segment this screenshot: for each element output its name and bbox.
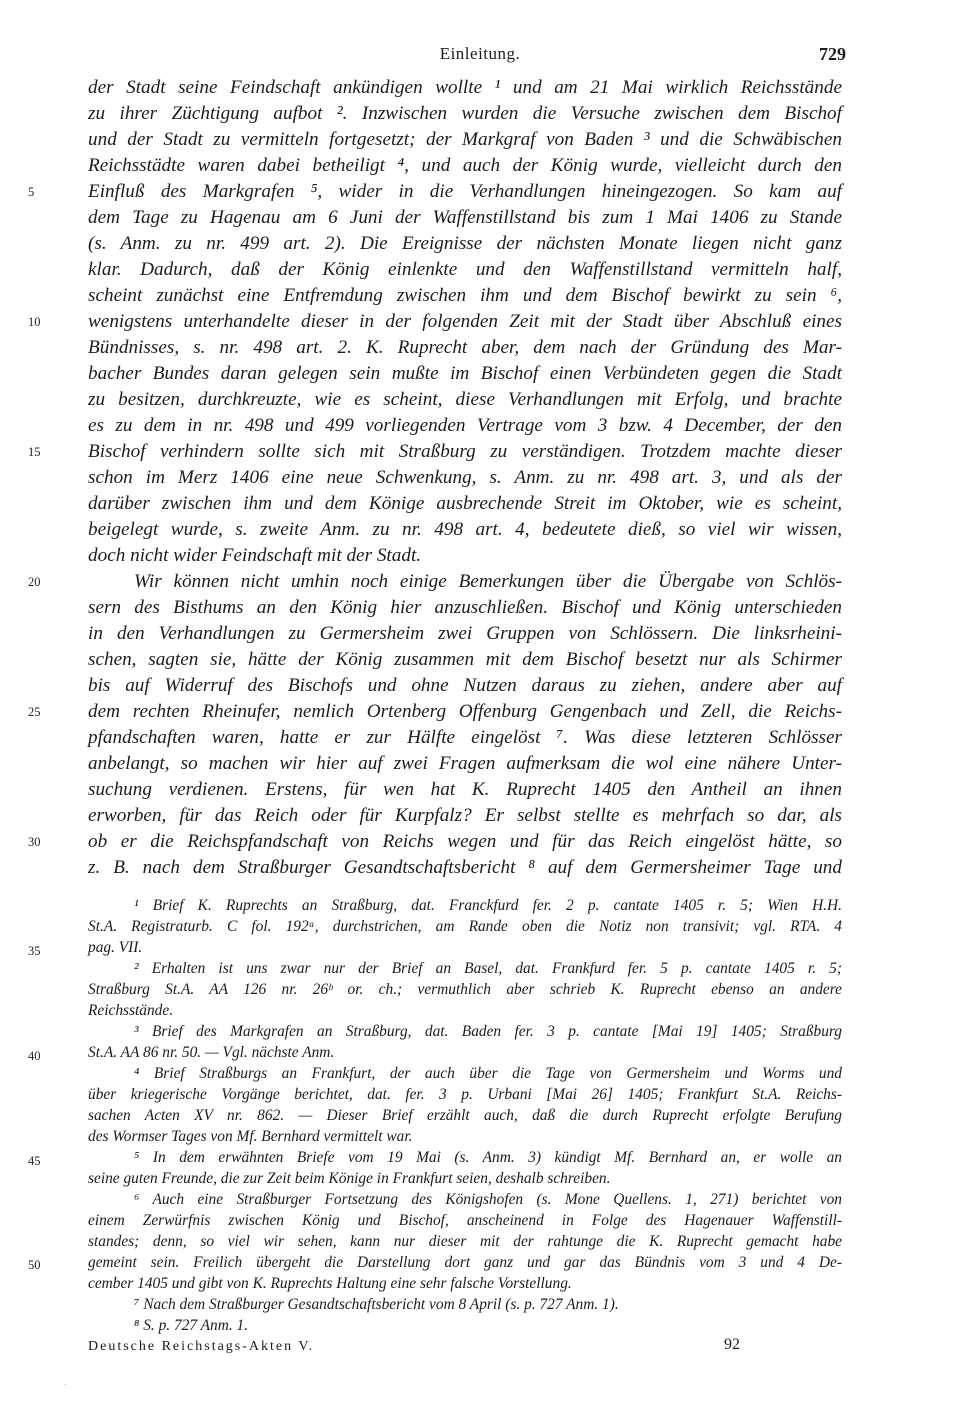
line-number: 45 [28,1154,41,1168]
text-line: bis auf Widerruf des Bischofs und ohne Nutzen daraus zu ziehen, andere aber auf [88,675,842,696]
line-number: 20 [28,575,41,589]
footnote-line: des Wormser Tages von Mf. Bernhard vermittelt war. [88,1128,413,1145]
text-line: es zu dem in nr. 498 und 499 vorliegenden Vertrage vom 3 bzw. 4 December, der den [88,415,842,436]
text-line: bacher Bundes daran gelegen sein mußte im Bischof einen Verbündeten gegen die Stadt [88,363,842,384]
footnote-line: standes; denn, so viel wir sehen, kann nur dieser mit der rahtunge die K. Ruprecht gemacht habe [88,1233,842,1250]
footnote-line: Reichsstände. [88,1002,174,1019]
text-line: dem rechten Rheinufer, nemlich Ortenberg Offenburg Gengenbach und Zell, die Reichs- [88,701,842,722]
text-line: sern des Bisthums an den König hier anzuschließen. Bischof und König unterschieden [88,597,842,618]
footnote-line: über kriegerische Vorgänge berichtet, dat. fer. 3 p. Urbani [Mai 26] 1405; Frankfurt St.A. Reichs- [88,1086,842,1103]
text-line: darüber zwischen ihm und dem Könige ausbrechende Streit im Oktober, wie es scheint, [88,493,842,514]
line-number: 30 [28,835,41,849]
page-number: 729 [819,44,846,64]
text-line: zu besitzen, durchkreuzte, wie es scheint, diese Verhandlungen mit Erfolg, und brachte [88,389,842,410]
text-line: Bündnisses, s. nr. 498 art. 2. K. Ruprecht aber, dem nach der Gründung des Mar- [88,337,842,358]
text-line: erworben, für das Reich oder für Kurpfalz? Er selbst stellte es mehrfach so dar, als [88,805,842,826]
text-line: Wir können nicht umhin noch einige Bemerkungen über die Übergabe von Schlös- [134,571,842,592]
text-line: scheint zunächst eine Entfremdung zwischen ihm und dem Bischof bewirkt zu sein ⁶, [88,285,842,306]
running-head-title: Einleitung. [439,44,521,63]
text-line: schon im Merz 1406 eine neue Schwenkung, s. Anm. zu nr. 498 art. 3, und als der [88,467,842,488]
footnote-line: ⁸ S. p. 727 Anm. 1. [134,1317,249,1334]
text-line: zu ihrer Züchtigung aufbot ². Inzwischen wurden die Versuche zwischen dem Bischof [88,103,842,124]
text-line: klar. Dadurch, daß der König einlenkte und den Waffenstillstand vermitteln half, [88,259,842,280]
footnote-line: ⁵ In dem erwähnten Briefe vom 19 Mai (s. Anm. 3) kündigt Mf. Bernhard an, er wolle an [134,1149,842,1166]
text-line: und der Stadt zu vermitteln fortgesetzt; der Markgraf von Baden ³ und die Schwäbischen [88,129,842,150]
text-line: Bischof verhindern sollte sich mit Straßburg zu verständigen. Trotzdem machte dieser [88,441,842,462]
line-number: 50 [28,1258,41,1272]
text-line: doch nicht wider Feindschaft mit der Stadt. [88,545,422,566]
footnote-line: gemeint sein. Freilich übergeht die Darstellung dort ganz und gar das Bündnis vom 3 und 4 De- [88,1254,842,1271]
running-head [0,44,960,72]
line-number: 35 [28,944,41,958]
text-line: z. B. nach dem Straßburger Gesandtschaftsbericht ⁸ auf dem Germersheimer Tage und [88,857,842,878]
line-number: 15 [28,445,41,459]
text-line: der Stadt seine Feindschaft ankündigen wollte ¹ und am 21 Mai wirklich Reichsstände [88,77,842,98]
line-number: 10 [28,315,41,329]
footnote-line: Straßburg St.A. AA 126 nr. 26ᵇ or. ch.; vermuthlich aber schrieb K. Ruprecht ebenso an andere [88,981,842,998]
footnote-line: ² Erhalten ist uns zwar nur der Brief an Basel, dat. Frankfurd fer. 5 p. cantate 1405 r. 5; [134,960,842,977]
printer-signature: Deutsche Reichstags-Akten V. [88,1339,315,1354]
footnote-line: ⁶ Auch eine Straßburger Fortsetzung des Königshofen (s. Mone Quellens. 1, 271) berichtet von [134,1191,842,1208]
footnote-line: ¹ Brief K. Ruprechts an Straßburg, dat. Franckfurd fer. 2 p. cantate 1405 r. 5; Wien H.H. [134,897,842,914]
scan-speck: · [64,1381,67,1389]
text-line: (s. Anm. zu nr. 499 art. 2). Die Ereignisse der nächsten Monate liegen nicht ganz [88,233,842,254]
text-line: in den Verhandlungen zu Germersheim zwei Gruppen von Schlössern. Die linksrheini- [88,623,842,644]
text-line: beigelegt wurde, s. zweite Anm. zu nr. 498 art. 4, bedeutete dieß, so viel wir wissen, [88,519,842,540]
text-line: wenigstens unterhandelte dieser in der folgenden Zeit mit der Stadt über Abschluß eines [88,311,842,332]
line-number: 25 [28,705,41,719]
footnote-line: einem Zerwürfnis zwischen König und Bischof, anscheinend in Folge des Hagenauer Waffenstill- [88,1212,842,1229]
text-line: Einfluß des Markgrafen ⁵, wider in die Verhandlungen hineingezogen. So kam auf [88,181,842,202]
footnote-line: St.A. AA 86 nr. 50. — Vgl. nächste Anm. [88,1044,335,1061]
text-line: schen, sagten sie, hätte der König zusammen mit dem Bischof besetzt nur als Schirmer [88,649,842,670]
footnote-line: cember 1405 und gibt von K. Ruprechts Haltung eine sehr falsche Vorstellung. [88,1275,572,1292]
sheet-number: 92 [724,1336,740,1353]
line-number: 40 [28,1049,41,1063]
text-line: ob er die Reichspfandschaft von Reichs wegen und für das Reich eingelöst hätte, so [88,831,842,852]
text-line: anbelangt, so machen wir hier auf zwei Fragen aufmerksam die wol eine nähere Unter- [88,753,842,774]
text-line: suchung verdienen. Erstens, für wen hat K. Ruprecht 1405 den Antheil an ihnen [88,779,842,800]
footnote-line: pag. VII. [88,939,143,956]
footnote-line: ⁴ Brief Straßburgs an Frankfurt, der auch über die Tage von Germersheim und Worms und [134,1065,842,1082]
footnote-line: seine guten Freunde, die zur Zeit beim Könige in Frankfurt seien, deshalb schreiben. [88,1170,611,1187]
text-line: pfandschaften waren, hatte er zur Hälfte eingelöst ⁷. Was diese letzteren Schlösser [88,727,842,748]
footnote-line: ³ Brief des Markgrafen an Straßburg, dat. Baden fer. 3 p. cantate [Mai 19] 1405; Straßburg [134,1023,842,1040]
footnote-line: sachen Acten XV nr. 862. — Dieser Brief erzählt auch, daß die durch Ruprecht erfolgte Berufung [88,1107,842,1124]
text-line: dem Tage zu Hagenau am 6 Juni der Waffenstillstand bis zum 1 Mai 1406 zu Stande [88,207,842,228]
line-number: 5 [28,185,35,199]
text-line: Reichsstädte waren dabei betheiligt ⁴, und auch der König wurde, vielleicht durch den [88,155,842,176]
footnote-line: St.A. Registraturb. C fol. 192ᵃ, durchstrichen, am Rande oben die Notiz non transivit; vgl. RTA. 4 [88,918,842,935]
footnote-line: ⁷ Nach dem Straßburger Gesandtschaftsbericht vom 8 April (s. p. 727 Anm. 1). [134,1296,619,1313]
